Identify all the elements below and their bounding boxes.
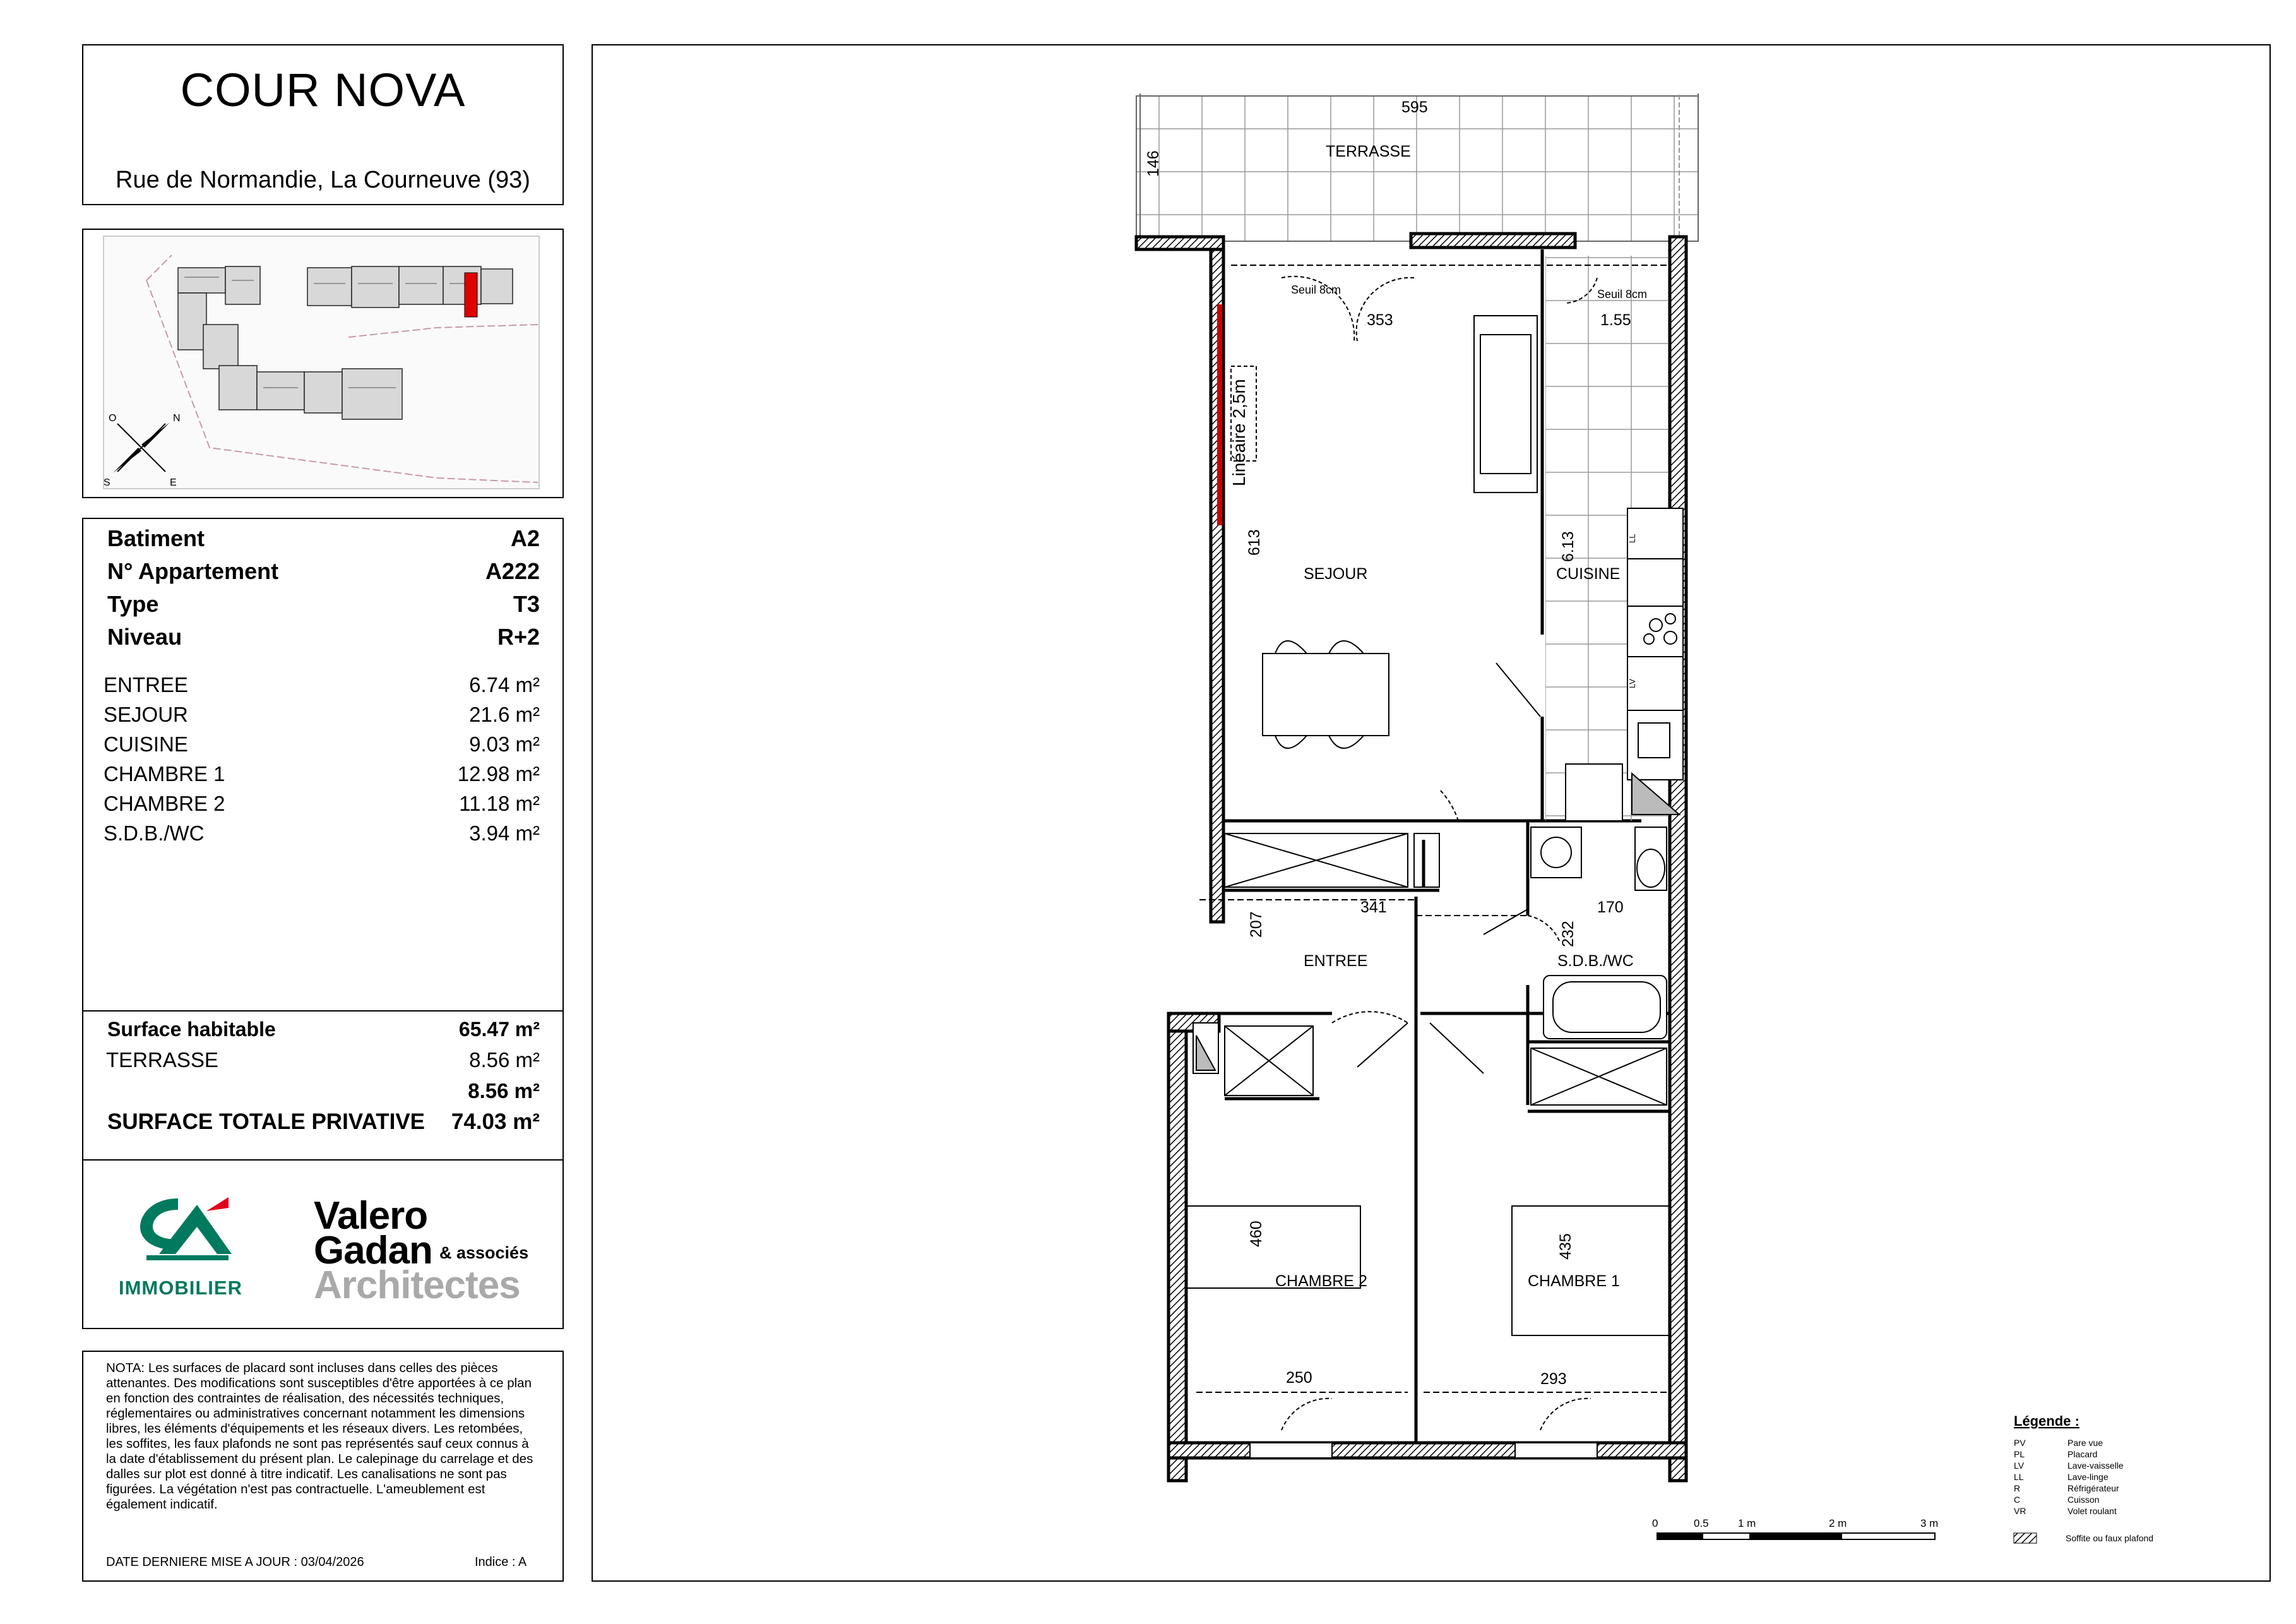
svg-text:VR: VR (2014, 1506, 2026, 1516)
dim-207: 207 (1247, 911, 1265, 938)
terrasse-label: TERRASSE (1326, 143, 1411, 160)
soffite-swatch (2014, 1533, 2037, 1543)
room-row: ENTREE 6.74 m² (104, 673, 540, 696)
dim-435: 435 (1557, 1233, 1574, 1260)
compass-o: O (109, 413, 117, 424)
indice: Indice : A (475, 1555, 527, 1569)
room-row: S.D.B./WC 3.94 m² (104, 821, 540, 845)
architect-logo-line1: Valero (314, 1194, 428, 1238)
room-row: CHAMBRE 1 12.98 m² (104, 762, 540, 785)
svg-text:0: 0 (1652, 1517, 1658, 1529)
svg-text:Lave-vaisselle: Lave-vaisselle (2067, 1460, 2124, 1471)
dim-341: 341 (1360, 899, 1387, 916)
svg-text:0.5: 0.5 (1694, 1517, 1709, 1529)
legend (2014, 1413, 2153, 1543)
lv-label: LV (1627, 679, 1637, 688)
note-text: NOTA: Les surfaces de placard sont incluses dans celles des pièces attenantes. Des modifications sont susceptibles d'être apportées à ce plan en fonction des contraintes de réalisation, des nécessités techniques, réglementaires ou administratives concernant notamment les dimensions libres, les éléments d'équipements et les réseaux divers. Les retombées, les soffites, les faux plafonds ne sont pas représentés sauf ceux connus à la date d'établissement du présent plan. Le calepinage du carrelage et des dalles sur plot est donné à titre indicatif. Les canalisations ne sont pas figurées. La végétation n'est pas contractuelle. L'ameublement est également indicatif. (106, 1361, 533, 1512)
dim-250: 250 (1286, 1369, 1312, 1387)
svg-text:3 m: 3 m (1920, 1517, 1939, 1529)
total-row: SURFACE TOTALE PRIVATIVE 74.03 m² (107, 1109, 540, 1134)
niveau-row: Niveau R+2 (107, 624, 540, 650)
project-name: COUR NOVA (180, 64, 466, 116)
dim-595: 595 (1401, 99, 1428, 116)
room-row: SEJOUR 21.6 m² (104, 703, 540, 726)
architect-logo-assoc: & associés (439, 1243, 529, 1262)
architect-logo-line2: Gadan (314, 1229, 432, 1272)
soffite-label: Soffite ou faux plafond (2066, 1533, 2154, 1543)
lineaire-highlight (1217, 304, 1222, 525)
svg-text:Placard: Placard (2067, 1449, 2098, 1459)
type-row: Type T3 (107, 591, 540, 617)
seuil-right: Seuil 8cm (1597, 288, 1648, 301)
compass-s: S (104, 477, 110, 488)
dim-232: 232 (1559, 921, 1577, 947)
compass-e: E (170, 477, 177, 488)
svg-text:LL: LL (2014, 1472, 2024, 1482)
appartement-row: N° Appartement A222 (107, 558, 540, 584)
svg-text:PV: PV (2014, 1438, 2026, 1448)
bank-logo-name: IMMOBILIER (119, 1277, 242, 1299)
svg-text:PL: PL (2014, 1449, 2025, 1459)
svg-text:C: C (2014, 1495, 2021, 1505)
svg-text:R: R (2014, 1483, 2021, 1493)
dim-613b: 6.13 (1559, 531, 1577, 562)
compass-n: N (173, 413, 181, 424)
terrasse-area (1136, 93, 1698, 246)
dim-155: 1.55 (1600, 311, 1631, 329)
svg-text:Lave-linge: Lave-linge (2067, 1472, 2109, 1482)
seuil-left: Seuil 8cm (1291, 284, 1341, 296)
cuisine-label: CUISINE (1556, 565, 1621, 583)
svg-text:Volet roulant: Volet roulant (2067, 1506, 2117, 1516)
dim-146: 146 (1145, 150, 1162, 177)
svg-text:LV: LV (2014, 1460, 2025, 1471)
dim-293: 293 (1540, 1370, 1567, 1388)
chambre1-label: CHAMBRE 1 (1528, 1272, 1620, 1290)
dim-170: 170 (1597, 899, 1624, 916)
room-row: CHAMBRE 2 11.18 m² (104, 792, 540, 815)
terrasse-row: TERRASSE 8.56 m² (106, 1048, 540, 1072)
svg-text:Pare vue: Pare vue (2067, 1438, 2103, 1448)
legend-title: Légende : (2014, 1413, 2079, 1429)
architect-logo-line3: Architectes (314, 1263, 520, 1307)
svg-text:Réfrigérateur: Réfrigérateur (2067, 1483, 2119, 1493)
annexes-total-row: 8.56 m² (468, 1079, 540, 1102)
svg-text:2 m: 2 m (1829, 1517, 1847, 1529)
svg-text:Cuisson: Cuisson (2067, 1495, 2100, 1505)
dim-460: 460 (1247, 1221, 1265, 1247)
dim-613: 613 (1246, 529, 1263, 556)
sejour-label: SEJOUR (1304, 565, 1368, 583)
svg-text:1 m: 1 m (1738, 1517, 1756, 1529)
entree-label: ENTREE (1304, 952, 1368, 970)
dim-353: 353 (1367, 311, 1393, 329)
update-date: DATE DERNIERE MISE A JOUR : 03/04/2026 (106, 1555, 364, 1569)
chambre2-label: CHAMBRE 2 (1275, 1272, 1367, 1290)
room-row: CUISINE 9.03 m² (104, 732, 540, 756)
sdb-label: S.D.B./WC (1557, 952, 1634, 970)
lineaire-label: Linéaire 2,5m (1229, 379, 1249, 486)
batiment-row: Batiment A2 (107, 525, 540, 551)
scale-bar (1652, 1517, 1938, 1539)
ll-label: LL (1627, 534, 1637, 543)
project-address: Rue de Normandie, La Courneuve (93) (116, 167, 530, 193)
surface-habitable-row: Surface habitable 65.47 m² (107, 1018, 540, 1041)
